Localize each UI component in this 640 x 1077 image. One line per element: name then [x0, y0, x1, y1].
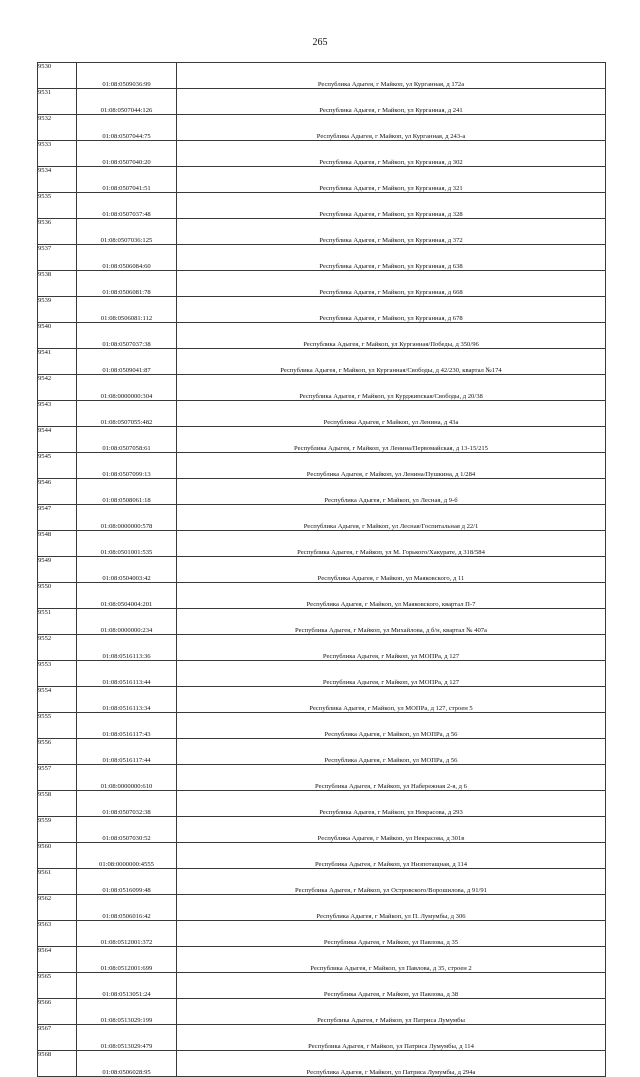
- cadastral-number-cell: 01:08:0516113:44: [77, 661, 177, 687]
- address-cell: Республика Адыгея, г Майкоп, ул Низпотащная, д 114: [177, 843, 606, 869]
- cadastral-number-cell: 01:08:0000000:4555: [77, 843, 177, 869]
- address-cell: Республика Адыгея, г Майкоп, ул Курганная, д 328: [177, 193, 606, 219]
- address-cell: Республика Адыгея, г Майкоп, ул Патриса Лумумбы: [177, 999, 606, 1025]
- row-number-cell: 9552: [38, 635, 77, 661]
- address-cell: Республика Адыгея, г Майкоп, ул Курганная, д 172а: [177, 63, 606, 89]
- address-cell: Республика Адыгея, г Майкоп, ул Курганная/Победы, д 350/96: [177, 323, 606, 349]
- table-row: [38, 661, 606, 687]
- row-number-cell: 9563: [38, 921, 77, 947]
- address-cell: Республика Адыгея, г Майкоп, ул МОПРа, д 127, строен 5: [177, 687, 606, 713]
- row-number-cell: 9566: [38, 999, 77, 1025]
- cadastral-number-cell: 01:08:0512001:372: [77, 921, 177, 947]
- row-number-cell: 9568: [38, 1051, 77, 1077]
- cadastral-number-cell: 01:08:0504004:201: [77, 583, 177, 609]
- cadastral-number-cell: 01:08:0000000:578: [77, 505, 177, 531]
- address-cell: Республика Адыгея, г Майкоп, ул Курганная/Свободы, д 42/230, квартал №174: [177, 349, 606, 375]
- row-number-cell: 9544: [38, 427, 77, 453]
- cadastral-number-cell: 01:08:0508061:18: [77, 479, 177, 505]
- row-number-cell: 9554: [38, 687, 77, 713]
- table-row: [38, 635, 606, 661]
- table-row: [38, 505, 606, 531]
- table-row: [38, 115, 606, 141]
- address-cell: Республика Адыгея, г Майкоп, ул Курганная, д 638: [177, 245, 606, 271]
- cadastral-number-cell: 01:08:0516117:43: [77, 713, 177, 739]
- page-number: 265: [312, 37, 328, 48]
- row-number-cell: 9536: [38, 219, 77, 245]
- cadastral-number-cell: 01:08:0507036:125: [77, 219, 177, 245]
- address-cell: Республика Адыгея, г Майкоп, ул Курганная, д 241: [177, 89, 606, 115]
- row-number-cell: 9549: [38, 557, 77, 583]
- row-number-cell: 9531: [38, 89, 77, 115]
- address-cell: Республика Адыгея, г Майкоп, ул Лесная, д 9-б: [177, 479, 606, 505]
- row-number-cell: 9541: [38, 349, 77, 375]
- table-row: [38, 583, 606, 609]
- cadastral-number-cell: 01:08:0000000:304: [77, 375, 177, 401]
- cadastral-number-cell: 01:08:0512001:699: [77, 947, 177, 973]
- cadastral-number-cell: 01:08:0516113:36: [77, 635, 177, 661]
- table-row: [38, 1051, 606, 1077]
- cadastral-number-cell: 01:08:0513029:479: [77, 1025, 177, 1051]
- address-cell: Республика Адыгея, г Майкоп, ул Курганная, д 372: [177, 219, 606, 245]
- table-row: [38, 947, 606, 973]
- table-row: [38, 63, 606, 89]
- row-number-cell: 9567: [38, 1025, 77, 1051]
- table-row: [38, 167, 606, 193]
- table-row: [38, 973, 606, 999]
- table-row: [38, 349, 606, 375]
- row-number-cell: 9530: [38, 63, 77, 89]
- property-registry-table: [37, 62, 606, 1077]
- row-number-cell: 9553: [38, 661, 77, 687]
- row-number-cell: 9534: [38, 167, 77, 193]
- address-cell: Республика Адыгея, г Майкоп, ул Некрасова, д 301в: [177, 817, 606, 843]
- cadastral-number-cell: 01:08:0501001:535: [77, 531, 177, 557]
- cadastral-number-cell: 01:08:0507030:52: [77, 817, 177, 843]
- table-row: [38, 713, 606, 739]
- row-number-cell: 9555: [38, 713, 77, 739]
- cadastral-number-cell: 01:08:0509036:99: [77, 63, 177, 89]
- row-number-cell: 9547: [38, 505, 77, 531]
- cadastral-number-cell: 01:08:0506028:95: [77, 1051, 177, 1077]
- row-number-cell: 9546: [38, 479, 77, 505]
- table-row: [38, 1025, 606, 1051]
- row-number-cell: 9551: [38, 609, 77, 635]
- row-number-cell: 9539: [38, 297, 77, 323]
- address-cell: Республика Адыгея, г Майкоп, ул Ленина, д 43а: [177, 401, 606, 427]
- row-number-cell: 9560: [38, 843, 77, 869]
- table-row: [38, 401, 606, 427]
- address-cell: Республика Адыгея, г Майкоп, ул Ленина/Первомайская, д 13-15/215: [177, 427, 606, 453]
- cadastral-number-cell: 01:08:0507099:13: [77, 453, 177, 479]
- row-number-cell: 9562: [38, 895, 77, 921]
- cadastral-number-cell: 01:08:0000000:234: [77, 609, 177, 635]
- row-number-cell: 9565: [38, 973, 77, 999]
- row-number-cell: 9556: [38, 739, 77, 765]
- table-row: [38, 609, 606, 635]
- address-cell: Республика Адыгея, г Майкоп, ул П. Лумумбы, д 306: [177, 895, 606, 921]
- cadastral-number-cell: 01:08:0507032:38: [77, 791, 177, 817]
- row-number-cell: 9558: [38, 791, 77, 817]
- cadastral-number-cell: 01:08:0000000:610: [77, 765, 177, 791]
- table-row: [38, 89, 606, 115]
- row-number-cell: 9550: [38, 583, 77, 609]
- table-row: [38, 271, 606, 297]
- row-number-cell: 9557: [38, 765, 77, 791]
- table-row: [38, 219, 606, 245]
- address-cell: Республика Адыгея, г Майкоп, ул МОПРа, д 127: [177, 635, 606, 661]
- row-number-cell: 9561: [38, 869, 77, 895]
- address-cell: Республика Адыгея, г Майкоп, ул Курганная, д 668: [177, 271, 606, 297]
- row-number-cell: 9535: [38, 193, 77, 219]
- row-number-cell: 9538: [38, 271, 77, 297]
- row-number-cell: 9533: [38, 141, 77, 167]
- cadastral-number-cell: 01:08:0513051:24: [77, 973, 177, 999]
- cadastral-number-cell: 01:08:0506016:42: [77, 895, 177, 921]
- table-row: [38, 921, 606, 947]
- table-row: [38, 999, 606, 1025]
- row-number-cell: 9540: [38, 323, 77, 349]
- table-row: [38, 141, 606, 167]
- table-row: [38, 427, 606, 453]
- cadastral-number-cell: 01:08:0516113:34: [77, 687, 177, 713]
- address-cell: Республика Адыгея, г Майкоп, ул Курганная, д 302: [177, 141, 606, 167]
- registry-body: [38, 63, 606, 1077]
- address-cell: Республика Адыгея, г Майкоп, ул Курганная, д 321: [177, 167, 606, 193]
- row-number-cell: 9543: [38, 401, 77, 427]
- cadastral-number-cell: 01:08:0507037:38: [77, 323, 177, 349]
- table-row: [38, 375, 606, 401]
- table-row: [38, 687, 606, 713]
- address-cell: Республика Адыгея, г Майкоп, ул Лесная/Госпитальная д 22/1: [177, 505, 606, 531]
- cadastral-number-cell: 01:08:0513029:199: [77, 999, 177, 1025]
- cadastral-number-cell: 01:08:0506081:112: [77, 297, 177, 323]
- address-cell: Республика Адыгея, г Майкоп, ул Павлова, д 38: [177, 973, 606, 999]
- table-row: [38, 479, 606, 505]
- cadastral-number-cell: 01:08:0507040:20: [77, 141, 177, 167]
- table-row: [38, 193, 606, 219]
- row-number-cell: 9542: [38, 375, 77, 401]
- row-number-cell: 9559: [38, 817, 77, 843]
- cadastral-number-cell: 01:08:0504003:42: [77, 557, 177, 583]
- row-number-cell: 9532: [38, 115, 77, 141]
- table-row: [38, 765, 606, 791]
- cadastral-number-cell: 01:08:0506084:60: [77, 245, 177, 271]
- table-row: [38, 557, 606, 583]
- table-row: [38, 453, 606, 479]
- table-row: [38, 869, 606, 895]
- table-row: [38, 843, 606, 869]
- address-cell: Республика Адыгея, г Майкоп, ул Патриса Лумумбы, д 294а: [177, 1051, 606, 1077]
- address-cell: Республика Адыгея, г Майкоп, ул Ленина/Пушкина, д 1/284: [177, 453, 606, 479]
- address-cell: Республика Адыгея, г Майкоп, ул Михайлова, д б/н, квартал № 407а: [177, 609, 606, 635]
- table-row: [38, 895, 606, 921]
- address-cell: Республика Адыгея, г Майкоп, ул МОПРа, д 56: [177, 739, 606, 765]
- address-cell: Республика Адыгея, г Майкоп, ул Островского/Ворошилова, д 91/91: [177, 869, 606, 895]
- cadastral-number-cell: 01:08:0507044:126: [77, 89, 177, 115]
- address-cell: Республика Адыгея, г Майкоп, ул Патриса Лумумбы, д 114: [177, 1025, 606, 1051]
- table-row: [38, 323, 606, 349]
- address-cell: Республика Адыгея, г Майкоп, ул Маяковского, д 11: [177, 557, 606, 583]
- address-cell: Республика Адыгея, г Майкоп, ул Некрасова, д 293: [177, 791, 606, 817]
- table-row: [38, 531, 606, 557]
- address-cell: Республика Адыгея, г Майкоп, ул Набережная 2-я, д 6: [177, 765, 606, 791]
- cadastral-number-cell: 01:08:0509041:87: [77, 349, 177, 375]
- row-number-cell: 9564: [38, 947, 77, 973]
- address-cell: Республика Адыгея, г Майкоп, ул Павлова, д 35, строен 2: [177, 947, 606, 973]
- table-row: [38, 297, 606, 323]
- cadastral-number-cell: 01:08:0507044:75: [77, 115, 177, 141]
- address-cell: Республика Адыгея, г Майкоп, ул МОПРа, д 127: [177, 661, 606, 687]
- table-row: [38, 245, 606, 271]
- address-cell: Республика Адыгея, г Майкоп, ул М. Горького/Хакурате, д 318/584: [177, 531, 606, 557]
- row-number-cell: 9545: [38, 453, 77, 479]
- address-cell: Республика Адыгея, г Майкоп, ул Маяковского, квартал П-7: [177, 583, 606, 609]
- address-cell: Республика Адыгея, г Майкоп, ул МОПРа, д 56: [177, 713, 606, 739]
- address-cell: Республика Адыгея, г Майкоп, ул Курганная, д 243-а: [177, 115, 606, 141]
- table-row: [38, 791, 606, 817]
- cadastral-number-cell: 01:08:0516117:44: [77, 739, 177, 765]
- cadastral-number-cell: 01:08:0507055:482: [77, 401, 177, 427]
- cadastral-number-cell: 01:08:0507037:48: [77, 193, 177, 219]
- row-number-cell: 9548: [38, 531, 77, 557]
- table-row: [38, 739, 606, 765]
- address-cell: Республика Адыгея, г Майкоп, ул Курганная, д 678: [177, 297, 606, 323]
- address-cell: Республика Адыгея, г Майкоп, ул Павлова, д 35: [177, 921, 606, 947]
- cadastral-number-cell: 01:08:0516099:48: [77, 869, 177, 895]
- cadastral-number-cell: 01:08:0506081:78: [77, 271, 177, 297]
- table-row: [38, 817, 606, 843]
- address-cell: Республика Адыгея, г Майкоп, ул Курджипская/Свободы, д 20/38: [177, 375, 606, 401]
- cadastral-number-cell: 01:08:0507058:61: [77, 427, 177, 453]
- cadastral-number-cell: 01:08:0507041:51: [77, 167, 177, 193]
- row-number-cell: 9537: [38, 245, 77, 271]
